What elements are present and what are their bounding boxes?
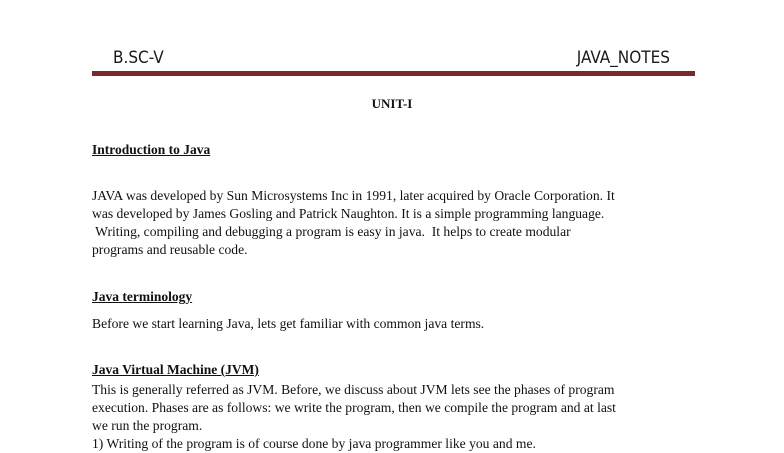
section-body-jvm — [92, 381, 616, 453]
paragraph-line: we run the program. — [92, 418, 203, 433]
unit-title: UNIT-I — [371, 96, 413, 111]
paragraph-line: was developed by James Gosling and Patrick Naughton. It is a simple programming language. — [92, 206, 605, 221]
section-body-terminology — [92, 315, 484, 333]
paragraph-line: Writing, compiling and debugging a program is easy in java. It helps to create modular — [92, 224, 571, 239]
paragraph-line: JAVA was developed by Sun Microsystems Inc in 1991, later acquired by Oracle Corporation. It — [92, 188, 615, 203]
header-course: B.SC-V — [113, 48, 164, 68]
paragraph-line: Before we start learning Java, lets get familiar with common java terms. — [92, 316, 485, 331]
paragraph-line: This is generally referred as JVM. Before, we discuss about JVM lets see the phases of program — [92, 382, 615, 397]
paragraph-line: execution. Phases are as follows: we write the program, then we compile the program and at last — [92, 400, 616, 415]
section-body-intro — [92, 187, 615, 259]
section-heading-terminology: Java terminology — [92, 289, 193, 304]
section-heading-intro: Introduction to Java — [92, 142, 211, 157]
paragraph-line: 1) Writing of the program is of course done by java programmer like you and me. — [92, 436, 536, 451]
paragraph-line: programs and reusable code. — [92, 242, 248, 257]
header-rule — [92, 71, 695, 76]
header-subject: JAVA_NOTES — [576, 48, 670, 68]
section-heading-jvm: Java Virtual Machine (JVM) — [92, 362, 259, 377]
